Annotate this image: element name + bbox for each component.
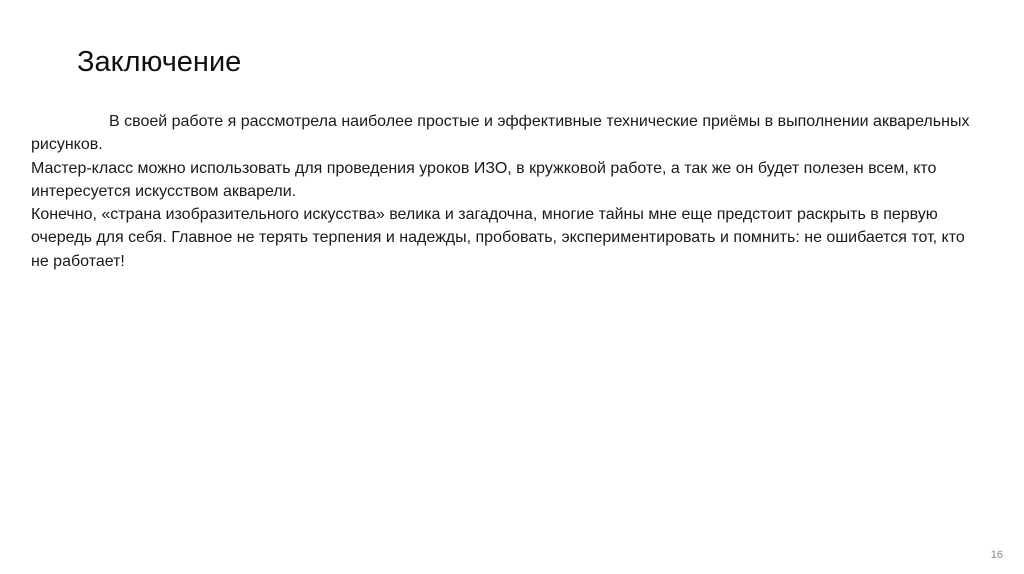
body-paragraph-3: Конечно, «страна изобразительного искусства» велика и загадочна, многие тайны мне еще предстоит раскрыть в первую очередь для себя. Главное не терять терпения и надежды, пробовать, экспериментировать и помнить: не ошибается тот, кто не работает! xyxy=(31,206,965,270)
slide-title: Заключение xyxy=(77,46,242,78)
slide-body xyxy=(31,110,981,273)
body-paragraph-1: В своей работе я рассмотрела наиболее простые и эффективные технические приёмы в выполнении акварельных рисунков. xyxy=(31,113,970,154)
body-paragraph-2: Мастер-класс можно использовать для проведения уроков ИЗО, в кружковой работе, а так же он будет полезен всем, кто интересуется искусством акварели. xyxy=(31,159,937,200)
slide-number: 16 xyxy=(990,549,1003,561)
